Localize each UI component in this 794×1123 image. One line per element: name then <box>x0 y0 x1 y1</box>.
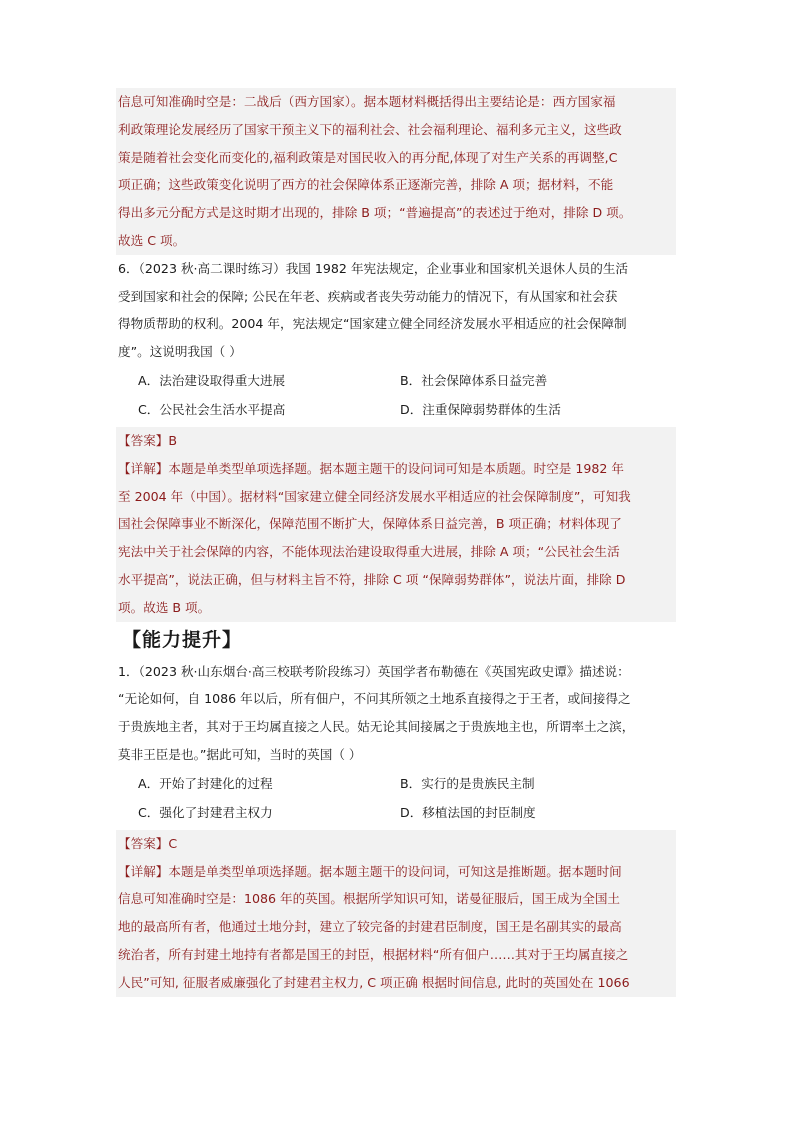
explanation-line: 信息可知准确时空是：二战后（西方国家）。据本题材料概括得出主要结论是：西方国家福 <box>118 94 616 109</box>
explanation-line: 统治者，所有封建土地持有者都是国王的封臣，根据材料“所有佃户……其对于王均属直接之 <box>118 946 629 962</box>
explanation-line: 故选 C 项。 <box>118 232 186 248</box>
question-stem-line: 莫非王臣是也。”据此可知，当时的英国（ ） <box>118 746 362 762</box>
explanation-line: 信息可知准确时空是：1086 年的英国。根据所学知识可知，诺曼征服后，国王成为全国土 <box>118 891 621 907</box>
explanation-line: 项正确；这些政策变化说明了西方的社会保障体系正逐渐完善，排除 A 项；据材料，不能 <box>118 177 614 193</box>
question-stem-line: 受到国家和社会的保障; 公民在年老、疾病或者丧失劳动能力的情况下，有从国家和社会获 <box>118 288 618 304</box>
prev-explanation-block <box>116 88 676 255</box>
question-stem-line: 6．（2023 秋·高二课时练习）我国 1982 年宪法规定，企业事业和国家机关退休人员的生活 <box>118 260 629 276</box>
explanation-line: 宪法中关于社会保障的内容，不能体现法治建设取得重大进展，排除 A 项；“公民社会生活 <box>118 544 620 560</box>
question-1-options <box>118 769 676 827</box>
question-6 <box>118 255 676 366</box>
question-6-answer-block <box>116 427 676 622</box>
explanation-line: 【详解】本题是单类型单项选择题。据本题主题干的设问词可知是本质题。时空是 1982 年 <box>118 460 625 476</box>
answer-label: 【答案】B <box>118 432 178 448</box>
section-title: 【能力提升】 <box>122 628 243 651</box>
option-c: C．强化了封建君主权力 <box>138 804 273 820</box>
option-c: C．公民社会生活水平提高 <box>138 401 286 417</box>
question-6-options <box>118 366 676 424</box>
explanation-line: 地的最高所有者，他通过土地分封，建立了较完备的封建君臣制度，国王是名副其实的最高 <box>118 919 622 935</box>
option-d: D．注重保障弱势群体的生活 <box>400 401 561 417</box>
explanation-line: 国社会保障事业不断深化，保障范围不断扩大，保障体系日益完善，B 项正确；材料体现了 <box>118 516 622 532</box>
explanation-line: 策是随着社会变化而变化的,福利政策是对国民收入的再分配,体现了对生产关系的再调整,C <box>118 149 618 165</box>
explanation-line: 【详解】本题是单类型单项选择题。据本题主题干的设问词，可知这是推断题。据本题时间 <box>118 863 622 879</box>
explanation-line: 至 2004 年（中国）。据材料“国家建立健全同经济发展水平相适应的社会保障制度”，可知我 <box>118 488 631 504</box>
option-a: A．法治建设取得重大进展 <box>138 372 286 388</box>
explanation-line: 得出多元分配方式是这时期才出现的，排除 B 项；“普遍提高”的表述过于绝对，排除 D 项。 <box>118 205 632 221</box>
question-stem-line: 于贵族地主者，其对于王均属直接之人民。姑无论其间接属之于贵族地主也，所谓率土之滨， <box>118 719 635 735</box>
question-stem-line: “无论如何，自 1086 年以后，所有佃户，不问其所领之土地系直接得之于王者，或间接得之 <box>118 691 631 707</box>
page-content <box>118 88 676 997</box>
explanation-line: 利政策理论发展经历了国家干预主义下的福利社会、社会福利理论、福利多元主义，这些政 <box>118 121 622 137</box>
explanation-line: 项。故选 B 项。 <box>118 599 211 615</box>
explanation-line: 人民”可知, 征服者威廉强化了封建君主权力, C 项正确 根据时间信息, 此时的英国处在 1066 <box>118 974 630 990</box>
question-1 <box>118 658 676 769</box>
question-1-answer-block <box>116 830 676 997</box>
question-stem-line: 1．（2023 秋·山东烟台·高三校联考阶段练习）英国学者布勒德在《英国宪政史谭》描述说： <box>118 663 630 679</box>
option-d: D．移植法国的封臣制度 <box>400 804 536 820</box>
option-b: B．实行的是贵族民主制 <box>400 775 535 791</box>
answer-label: 【答案】C <box>118 835 178 851</box>
option-a: A．开始了封建化的过程 <box>138 775 273 791</box>
option-b: B．社会保障体系日益完善 <box>400 372 548 388</box>
question-stem-line: 度”。这说明我国（ ） <box>118 344 242 360</box>
question-stem-line: 得物质帮助的权利。2004 年，宪法规定“国家建立健全同经济发展水平相适应的社会保障制 <box>118 316 627 332</box>
explanation-line: 水平提高”，说法正确，但与材料主旨不符，排除 C 项 “保障弱势群体”，说法片面，排除 D <box>118 571 626 587</box>
